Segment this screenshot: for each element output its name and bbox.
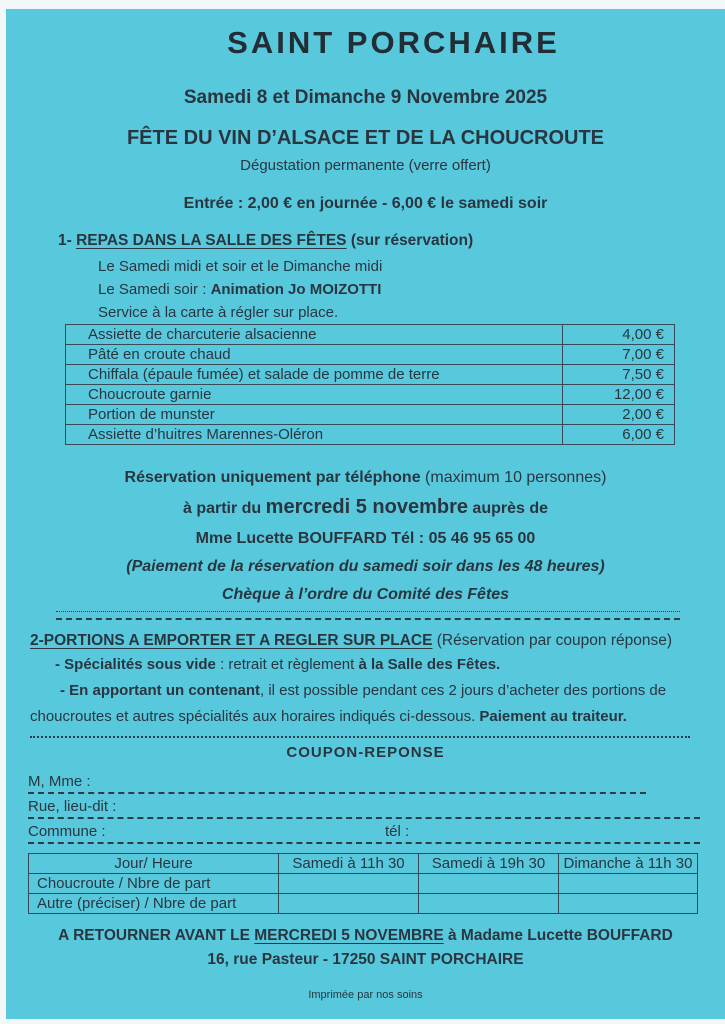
bullet1-text: : retrait et règlement (215, 656, 359, 673)
flyer-page (6, 9, 725, 1019)
coupon-title: COUPON-REPONSE (286, 744, 445, 761)
menu-price-cell: 7,50 € (563, 365, 675, 385)
menu-table (65, 324, 675, 445)
animation-prefix: Le Samedi soir : (98, 281, 211, 298)
dotted-separator (30, 736, 690, 738)
section1-heading-note: (sur réservation) (346, 232, 474, 249)
menu-price-cell: 4,00 € (563, 325, 675, 345)
menu-item-cell: Portion de munster (66, 405, 563, 425)
event-dates: Samedi 8 et Dimanche 9 Novembre 2025 (183, 87, 548, 108)
menu-item-cell: Pâté en croute chaud (66, 345, 563, 365)
bullet1-bold: - Spécialités sous vide (55, 656, 216, 673)
quantity-cell[interactable] (279, 874, 419, 894)
street-field[interactable] (28, 794, 700, 819)
reservation-start-suffix: auprès de (467, 500, 549, 517)
name-field-label: M, Mme : (28, 773, 91, 790)
menu-price-cell: 2,00 € (563, 405, 675, 425)
table-row (66, 425, 675, 445)
section1-heading (58, 230, 725, 252)
reservation-phone-note: (maximum 10 personnes) (420, 469, 607, 486)
section1-heading-text: REPAS DANS LA SALLE DES FÊTES (76, 232, 347, 249)
coupon-table (28, 853, 698, 914)
coupon-fields (28, 769, 725, 844)
coupon-header-row (29, 854, 698, 874)
section1-details (98, 255, 725, 324)
name-field[interactable] (28, 769, 646, 794)
quantity-cell[interactable] (559, 894, 698, 914)
reservation-phone-bold: Réservation uniquement par téléphone (124, 469, 421, 486)
section1-line-service: Service à la carte à régler sur place. (98, 304, 339, 321)
bullet2-bold: - En apportant un contenant (60, 682, 260, 699)
section2-heading (30, 630, 701, 652)
return-instruction (6, 924, 725, 948)
section1-line-animation (98, 278, 725, 301)
reservation-payment-note: (Paiement de la réservation du samedi soir dans les 48 heures) (126, 558, 605, 575)
coupon-header-cell: Dimanche à 11h 30 (559, 854, 698, 874)
reservation-phone-line (6, 463, 725, 492)
coupon-row-autre (29, 894, 698, 914)
quantity-cell[interactable] (559, 874, 698, 894)
return-prefix: A RETOURNER AVANT LE (58, 927, 255, 944)
reservation-start-prefix: à partir du (182, 500, 266, 517)
section1-line-schedule: Le Samedi midi et soir et le Dimanche midi (98, 258, 383, 275)
section2-bullet-1 (30, 652, 697, 678)
reservation-contact: Mme Lucette BOUFFARD Tél : 05 46 95 65 00 (195, 530, 536, 547)
menu-item-cell: Assiette de charcuterie alsacienne (66, 325, 563, 345)
section2-heading-note: (Réservation par coupon réponse) (432, 632, 672, 649)
section1-number: 1- (58, 232, 77, 249)
quantity-cell[interactable] (419, 874, 559, 894)
coupon-header-cell: Jour/ Heure (29, 854, 279, 874)
menu-item-cell: Assiette d’huitres Marennes-Oléron (66, 425, 563, 445)
menu-price-cell: 6,00 € (563, 425, 675, 445)
commune-field-label: Commune : (28, 823, 106, 840)
tasting-note: Dégustation permanente (verre offert) (240, 157, 491, 174)
event-name: FÊTE DU VIN D’ALSACE ET DE LA CHOUCROUTE (126, 127, 605, 149)
return-recipient: à Madame Lucette BOUFFARD (443, 927, 673, 944)
table-row (66, 345, 675, 365)
reservation-start-line (6, 492, 725, 524)
quantity-cell[interactable] (279, 894, 419, 914)
animation-name: Animation Jo MOIZOTTI (210, 281, 382, 298)
quantity-cell[interactable] (419, 894, 559, 914)
coupon-row-choucroute (29, 874, 698, 894)
return-deadline: MERCREDI 5 NOVEMBRE (254, 927, 444, 944)
bullet2-bold2: Paiement au traiteur. (479, 708, 627, 725)
section2-heading-text: 2-PORTIONS A EMPORTER ET A REGLER SUR PLACE (30, 632, 433, 649)
page-title: SAINT PORCHAIRE (227, 25, 560, 60)
table-row (66, 325, 675, 345)
imprint-note: Imprimée par nos soins (308, 989, 423, 1001)
coupon-row-label: Autre (préciser) / Nbre de part (29, 894, 279, 914)
menu-price-cell: 7,00 € (563, 345, 675, 365)
coupon-header-cell: Samedi à 11h 30 (279, 854, 419, 874)
entry-price-line: Entrée : 2,00 € en journée - 6,00 € le samedi soir (183, 195, 548, 212)
commune-field[interactable] (28, 819, 700, 844)
bullet2-text: , il est possible pendant ces 2 jours d’acheter des portions de choucroutes et autres spécialités aux horaires indiqués ci-dessous. (30, 682, 667, 725)
table-row (66, 405, 675, 425)
tel-field-label: tél : (385, 823, 410, 840)
return-address: 16, rue Pasteur - 17250 SAINT PORCHAIRE (207, 951, 524, 968)
bullet1-bold2: à la Salle des Fêtes. (358, 656, 501, 673)
street-field-label: Rue, lieu-dit : (28, 798, 117, 815)
dashed-separator (56, 611, 680, 620)
menu-price-cell: 12,00 € (563, 385, 675, 405)
coupon-header-cell: Samedi à 19h 30 (419, 854, 559, 874)
reservation-cheque-note: Chèque à l’ordre du Comité des Fêtes (221, 586, 510, 603)
menu-item-cell: Choucroute garnie (66, 385, 563, 405)
table-row (66, 385, 675, 405)
table-row (66, 365, 675, 385)
reservation-start-date: mercredi 5 novembre (265, 496, 468, 518)
coupon-row-label: Choucroute / Nbre de part (29, 874, 279, 894)
menu-item-cell: Chiffala (épaule fumée) et salade de pomme de terre (66, 365, 563, 385)
section2-bullet-2 (30, 678, 697, 730)
reservation-block (6, 463, 725, 609)
